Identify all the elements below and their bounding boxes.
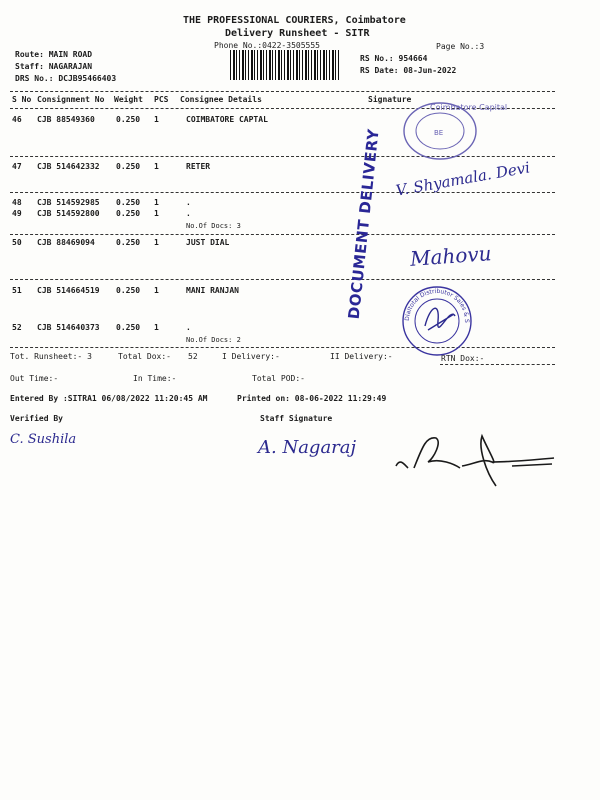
row-sno: 47 <box>12 162 22 171</box>
row-pcs: 1 <box>154 323 159 332</box>
phone-number: Phone No.:0422-3505555 <box>214 41 320 50</box>
rtn-dox: RTN Dox:- <box>441 354 485 363</box>
col-weight: Weight <box>114 95 143 104</box>
staff-signature-label: Staff Signature <box>260 414 333 423</box>
row-consignment: CJB 88549360 <box>37 115 95 124</box>
col-consignment: Consignment No <box>37 95 105 104</box>
row-pcs: 1 <box>154 286 159 295</box>
row-consignee: MANI RANJAN <box>186 286 239 295</box>
stamp-text-3: Dialtotal Distributor Sales & S <box>403 287 471 323</box>
row-sno: 51 <box>12 286 22 295</box>
row-consignment: CJB 514664519 <box>37 286 100 295</box>
row-pcs: 1 <box>154 115 159 124</box>
rs-date: RS Date: 08-Jun-2022 <box>360 66 457 75</box>
printed-on: Printed on: 08-06-2022 11:29:49 <box>237 394 387 403</box>
divider <box>10 192 555 193</box>
row-consignment: CJB 514592985 <box>37 198 100 207</box>
rs-number: RS No.: 954664 <box>360 54 428 63</box>
barcode <box>230 50 340 80</box>
row-sno: 46 <box>12 115 22 124</box>
col-sno: S No <box>12 95 32 104</box>
total-dox-value: 52 <box>188 352 198 361</box>
row-pcs: 1 <box>154 162 159 171</box>
i-delivery: I Delivery:- <box>222 352 280 361</box>
row-pcs: 1 <box>154 238 159 247</box>
row-consignment: CJB 514642332 <box>37 162 100 171</box>
row-weight: 0.250 <box>116 286 141 295</box>
total-pod: Total POD:- <box>252 374 305 383</box>
row-weight: 0.250 <box>116 198 141 207</box>
row-consignment: CJB 514592800 <box>37 209 100 218</box>
row-weight: 0.250 <box>116 162 141 171</box>
table-row <box>0 323 560 337</box>
col-pcs: PCS <box>154 95 169 104</box>
in-time: In Time:- <box>133 374 177 383</box>
page-number: Page No.:3 <box>436 42 485 51</box>
divider <box>440 364 555 365</box>
divider <box>10 91 555 92</box>
table-row <box>0 286 560 300</box>
staff-name: Staff: NAGARAJAN <box>15 62 93 71</box>
staff-signature: A. Nagaraj <box>258 437 357 458</box>
row-weight: 0.250 <box>116 115 141 124</box>
out-time: Out Time:- <box>10 374 59 383</box>
stamp-text-2: BE <box>434 129 444 137</box>
row-consignee: . <box>186 209 191 218</box>
verified-by: Verified By <box>10 414 63 423</box>
row-weight: 0.250 <box>116 209 141 218</box>
row-consignee: . <box>186 323 191 332</box>
row-pcs: 1 <box>154 209 159 218</box>
document-delivery-stamp: DOCUMENT DELIVERY <box>344 127 383 321</box>
row-sno: 52 <box>12 323 22 332</box>
divider <box>10 279 555 280</box>
row-weight: 0.250 <box>116 323 141 332</box>
signature-mahovu: Mahovu <box>409 241 493 271</box>
row-consignee: JUST DIAL <box>186 238 230 247</box>
verified-signature: C. Sushila <box>10 432 77 447</box>
entered-by: Entered By :SITRA1 06/08/2022 11:20:45 AM <box>10 394 208 403</box>
row-consignee: . <box>186 198 191 207</box>
col-signature: Signature <box>368 95 412 104</box>
row-sno: 49 <box>12 209 22 218</box>
signature-large-scribble <box>392 428 560 490</box>
signature-scribble <box>420 296 460 336</box>
table-row <box>0 209 560 223</box>
row-weight: 0.250 <box>116 238 141 247</box>
total-dox-label: Total Dox:- <box>118 352 171 361</box>
signature-shyamala: V. Shyamala. Devi <box>394 158 532 200</box>
stamp-text-1: Coimbatore Capital <box>430 103 508 112</box>
divider <box>10 234 555 235</box>
docs-count: No.Of Docs: 3 <box>186 222 241 230</box>
docs-count: No.Of Docs: 2 <box>186 336 241 344</box>
row-sno: 48 <box>12 198 22 207</box>
total-runsheet: Tot. Runsheet:- 3 <box>10 352 92 361</box>
col-consignee: Consignee Details <box>180 95 262 104</box>
drs-number: DRS No.: DCJB95466403 <box>15 74 117 83</box>
row-consignee: RETER <box>186 162 211 171</box>
row-consignment: CJB 88469094 <box>37 238 95 247</box>
runsheet-title: Delivery Runsheet - SITR <box>225 28 370 39</box>
row-consignment: CJB 514640373 <box>37 323 100 332</box>
row-consignee: COIMBATORE CAPTAL <box>186 115 268 124</box>
company-name: THE PROFESSIONAL COURIERS, Coimbatore <box>183 15 406 26</box>
route: Route: MAIN ROAD <box>15 50 93 59</box>
company-stamp-1 <box>400 100 508 162</box>
row-sno: 50 <box>12 238 22 247</box>
row-pcs: 1 <box>154 198 159 207</box>
ii-delivery: II Delivery:- <box>330 352 393 361</box>
